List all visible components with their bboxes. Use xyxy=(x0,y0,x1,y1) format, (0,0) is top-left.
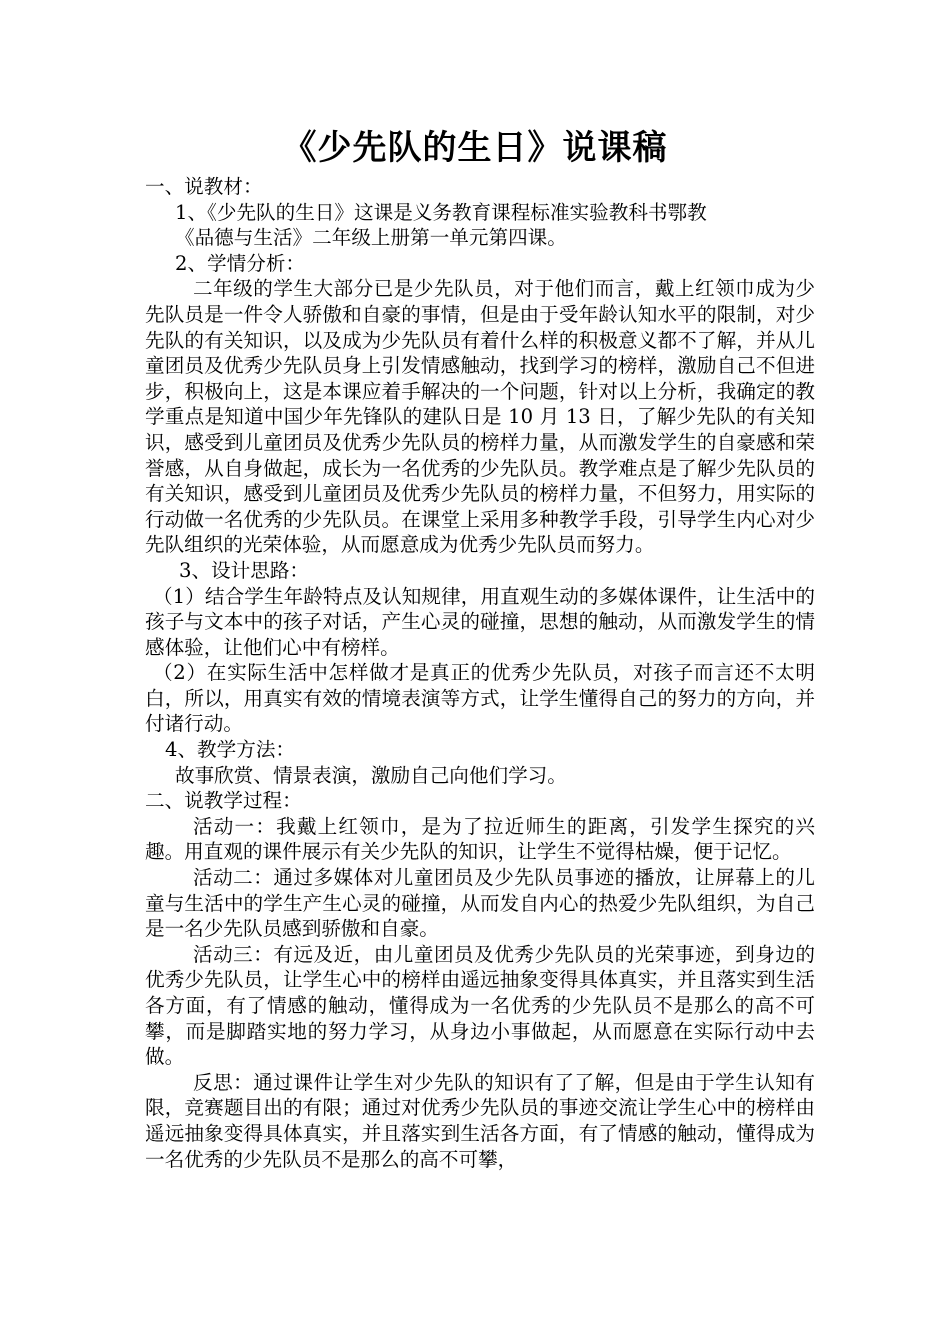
paragraph-learner-analysis: 二年级的学生大部分已是少先队员，对于他们而言，戴上红领巾成为少先队员是一件令人骄傲和自豪的事情，但是由于受年龄认知水平的限制，对少先队的有关知识，以及成为少先队员有着什么样的积极意义都不了解，并从儿童团员及优秀少先队员身上引发情感触动，找到学习的榜样，激励自己不但进步，积极向上，这是本课应着手解决的一个问题，针对以上分析，我确定的教学重点是知道中国少年先锋队的建队日是 10 月 13 日，了解少先队的有关知识，感受到儿童团员及优秀少先队员的榜样力量，从而激发学生的自豪感和荣誉感，从自身做起，成长为一名优秀的少先队员。教学难点是了解少先队员的有关知识，感受到儿童团员及优秀少先队员的榜样力量，不但努力，用实际的行动做一名优秀的少先队员。在课堂上采用多种教学手段，引导学生内心对少先队组织的光荣体验，从而愿意成为优秀少先队员而努力。 xyxy=(145,277,815,557)
paragraph-design-idea-2: （2）在实际生活中怎样做才是真正的优秀少先队员，对孩子而言还不太明白，所以，用真实有效的情境表演等方式，让学生懂得自己的努力的方向，并付诸行动。 xyxy=(145,661,815,736)
paragraph-activity-1: 活动一：我戴上红领巾，是为了拉近师生的距离，引发学生探究的兴趣。用直观的课件展示有关少先队的知识，让学生不觉得枯燥，便于记忆。 xyxy=(145,814,815,864)
paragraph-reflection: 反思：通过课件让学生对少先队的知识有了了解，但是由于学生认知有限，竞赛题目出的有限；通过对优秀少先队员的事迹交流让学生心中的榜样由遥远抽象变得具体真实，并且落实到生活各方面，有了情感的触动，懂得成为一名优秀的少先队员不是那么的高不可攀， xyxy=(145,1070,815,1171)
document-title: 《少先队的生日》说课稿 xyxy=(282,128,668,168)
paragraph-textbook-source: 1、《少先队的生日》这课是义务教育课程标准实验教科书鄂教 xyxy=(175,200,707,224)
paragraph-textbook-source-cont: 《品德与生活》二年级上册第一单元第四课。 xyxy=(175,226,567,250)
section-heading-textbook: 一、说教材： xyxy=(145,175,263,198)
paragraph-design-idea-1: （1）结合学生年龄特点及认知规律，用直观生动的多媒体课件，让生活中的孩子与文本中的孩子对话，产生心灵的碰撞，思想的触动，从而激发学生的情感体验，让他们心中有榜样。 xyxy=(145,584,815,659)
section-heading-process: 二、说教学过程： xyxy=(145,789,302,813)
paragraph-activity-3: 活动三：有远及近，由儿童团员及优秀少先队员的光荣事迹，到身边的优秀少先队员，让学生心中的榜样由遥远抽象变得具体真实，并且落实到生活各方面，有了情感的触动，懂得成为一名优秀的少先队员不是那么的高不可攀，而是脚踏实地的努力学习，从身边小事做起，从而愿意在实际行动中去做。 xyxy=(145,942,815,1069)
subheading-teaching-method: 4、教学方法： xyxy=(165,738,296,762)
paragraph-teaching-method: 故事欣赏、情景表演，激励自己向他们学习。 xyxy=(175,763,567,787)
subheading-design-idea: 3、设计思路： xyxy=(179,558,310,582)
document-body xyxy=(145,174,815,1172)
subheading-learner-analysis: 2、学情分析： xyxy=(175,251,306,275)
paragraph-activity-2: 活动二：通过多媒体对儿童团员及少先队员事迹的播放，让屏幕上的儿童与生活中的学生产生心灵的碰撞，从而发自内心的热爱少先队组织，为自己是一名少先队员感到骄傲和自豪。 xyxy=(145,866,815,941)
